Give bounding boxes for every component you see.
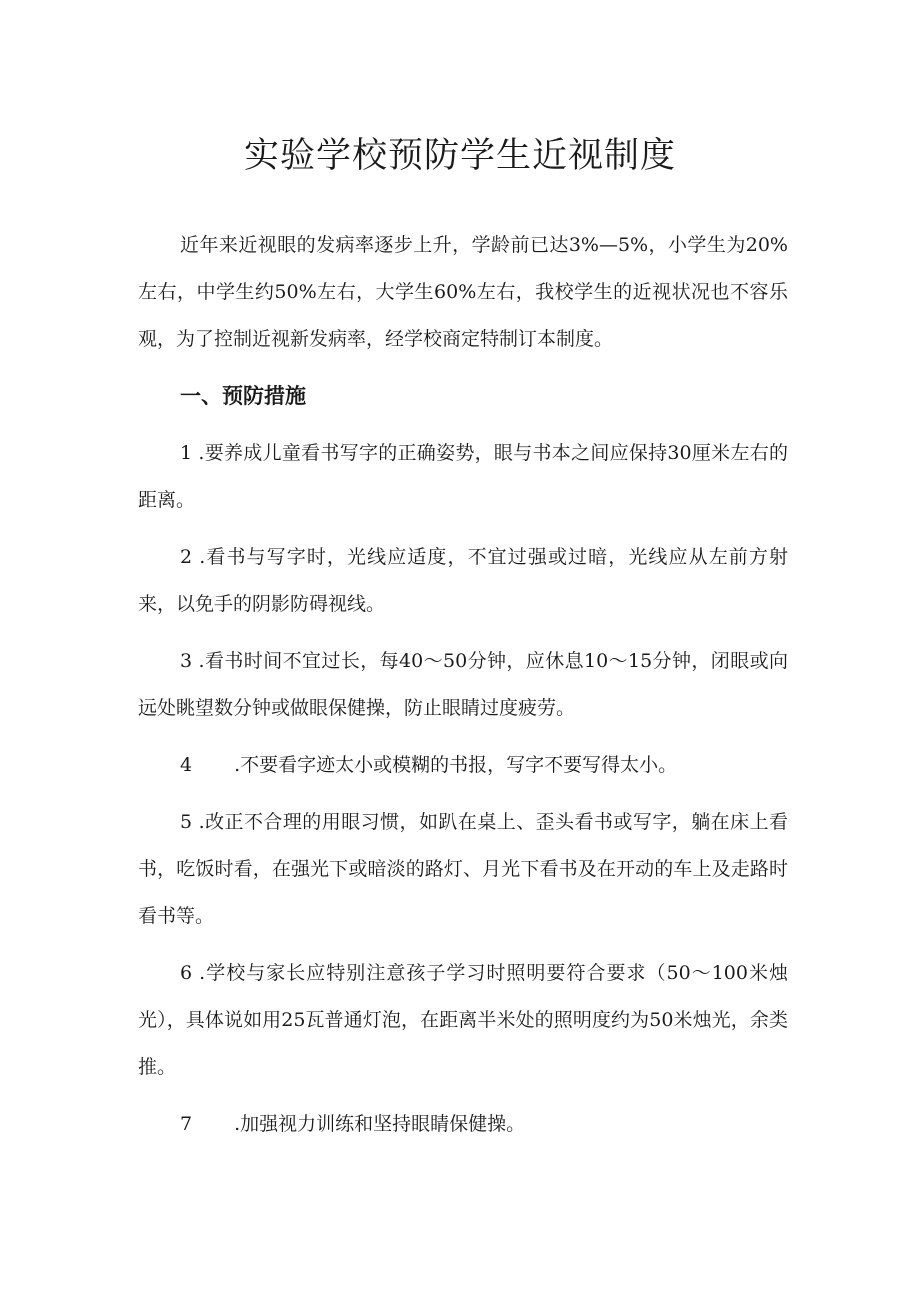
section-heading: 一、预防措施 <box>180 384 306 408</box>
item-text: .学校与家长应特别注意孩子学习时照明要符合要求（50～100米烛光），具体说如用25瓦普通灯泡，在距离半米处的照明度约为50米烛光，余类推。 <box>138 962 789 1078</box>
item-number: 4 <box>180 754 193 776</box>
list-item <box>138 638 788 732</box>
item-number: 3 <box>180 650 193 672</box>
item-number: 2 <box>180 546 193 568</box>
intro-paragraph: 近年来近视眼的发病率逐步上升，学龄前已达3%—5%，小学生为20%左右，中学生约50%左右，大学生60%左右，我校学生的近视状况也不容乐观，为了控制近视新发病率，经学校商定特制订本制度。 <box>138 234 788 350</box>
list-item <box>138 950 788 1091</box>
item-text: .看书时间不宜过长，每40～50分钟，应休息10～15分钟，闭眼或向远处眺望数分钟或做眼保健操，防止眼睛过度疲劳。 <box>138 650 789 719</box>
item-text: .改正不合理的用眼习惯，如趴在桌上、歪头看书或写字，躺在床上看书，吃饭时看，在强光下或暗淡的路灯、月光下看书及在开动的车上及走路时看书等。 <box>138 811 789 927</box>
list-item <box>138 799 788 940</box>
list-item <box>138 1101 788 1148</box>
item-number: 5 <box>180 811 193 833</box>
list-item <box>138 430 788 524</box>
item-text: .要养成儿童看书写字的正确姿势，眼与书本之间应保持30厘米左右的距离。 <box>138 442 789 511</box>
list-item <box>138 742 788 789</box>
item-number: 1 <box>180 442 193 464</box>
item-text: .不要看字迹太小或模糊的书报，写字不要写得太小。 <box>234 754 678 776</box>
document-title: 实验学校预防学生近视制度 <box>243 136 676 176</box>
list-item <box>138 534 788 628</box>
item-number: 6 <box>180 962 193 984</box>
item-text: .看书与写字时，光线应适度，不宜过强或过暗，光线应从左前方射来，以免手的阴影防碍视线。 <box>138 546 788 615</box>
item-text: .加强视力训练和坚持眼睛保健操。 <box>234 1113 526 1135</box>
document-body <box>138 222 788 1158</box>
item-number: 7 <box>180 1113 193 1135</box>
